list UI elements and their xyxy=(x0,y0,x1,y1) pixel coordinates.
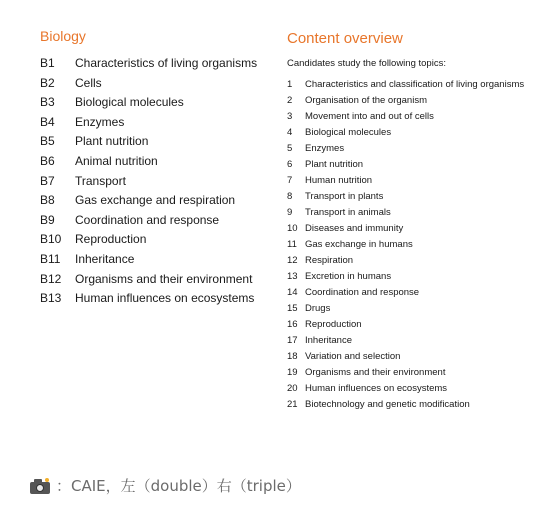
topic-row xyxy=(40,93,275,113)
topic-row xyxy=(287,333,555,349)
topic-label: Animal nutrition xyxy=(75,153,158,168)
topic-number: B2 xyxy=(40,75,55,90)
topic-number: B12 xyxy=(40,271,62,286)
right-topic-list xyxy=(287,77,555,413)
topic-number: 18 xyxy=(287,351,298,362)
topic-label: Organisms and their environment xyxy=(305,367,446,378)
topic-number: 19 xyxy=(287,367,298,378)
topic-row xyxy=(40,113,275,133)
topic-row xyxy=(287,221,555,237)
caption-text: ：CAIE，左（double）右（triple） xyxy=(56,477,301,495)
topic-number: 1 xyxy=(287,79,293,90)
topic-label: Gas exchange in humans xyxy=(305,239,413,250)
topic-row xyxy=(40,54,275,74)
topic-number: 7 xyxy=(287,175,293,186)
topic-row xyxy=(287,141,555,157)
topic-label: Plant nutrition xyxy=(305,159,364,170)
topic-row xyxy=(287,253,555,269)
topic-number: B8 xyxy=(40,193,55,208)
topic-row xyxy=(40,211,275,231)
topic-row xyxy=(287,397,555,413)
topic-label: Transport in plants xyxy=(305,191,384,202)
topic-number: 13 xyxy=(287,271,298,282)
topic-number: 12 xyxy=(287,255,298,266)
topic-row xyxy=(287,173,555,189)
topic-row xyxy=(40,74,275,94)
topic-number: B13 xyxy=(40,291,62,306)
topic-number: 20 xyxy=(287,383,298,394)
topic-row xyxy=(287,269,555,285)
topic-label: Human nutrition xyxy=(305,175,373,186)
topic-number: B9 xyxy=(40,212,55,227)
topic-number: 14 xyxy=(287,287,298,298)
topic-label: Human influences on ecosystems xyxy=(75,291,255,306)
topic-row xyxy=(287,349,555,365)
topic-row xyxy=(40,250,275,270)
camera-icon xyxy=(30,478,50,494)
topic-row xyxy=(40,289,275,309)
topic-label: Biological molecules xyxy=(75,95,184,110)
topic-label: Reproduction xyxy=(75,232,147,247)
topic-number: 10 xyxy=(287,223,298,234)
topic-row xyxy=(40,191,275,211)
topic-row xyxy=(287,237,555,253)
topic-row xyxy=(287,109,555,125)
topic-label: Gas exchange and respiration xyxy=(75,193,236,208)
topic-number: 15 xyxy=(287,303,298,314)
topic-row xyxy=(287,301,555,317)
topic-label: Reproduction xyxy=(305,319,362,330)
topic-row xyxy=(287,125,555,141)
topic-row xyxy=(287,365,555,381)
topic-row xyxy=(287,157,555,173)
topic-label: Coordination and response xyxy=(305,287,420,298)
topic-number: B1 xyxy=(40,56,55,70)
topic-number: B5 xyxy=(40,134,55,149)
topic-number: 2 xyxy=(287,95,293,106)
topic-number: B3 xyxy=(40,95,55,110)
topic-label: Biological molecules xyxy=(305,127,392,138)
topic-label: Enzymes xyxy=(75,114,125,129)
topic-row xyxy=(287,285,555,301)
triple-science-syllabus xyxy=(287,30,555,413)
topic-number: 8 xyxy=(287,191,293,202)
topic-label: Movement into and out of cells xyxy=(305,111,434,122)
topic-row xyxy=(287,93,555,109)
right-heading: Content overview xyxy=(287,30,403,47)
topic-row xyxy=(287,381,555,397)
topic-number: 17 xyxy=(287,335,298,346)
topic-number: B6 xyxy=(40,153,55,168)
topic-row xyxy=(287,205,555,221)
left-heading: Biology xyxy=(40,28,86,44)
topic-row xyxy=(40,152,275,172)
topic-label: Enzymes xyxy=(305,143,345,154)
topic-number: B11 xyxy=(40,251,61,266)
topic-number: 9 xyxy=(287,207,293,218)
topic-label: Inheritance xyxy=(305,335,353,346)
topic-label: Characteristics and classification of living organisms xyxy=(305,79,525,90)
topic-label: Characteristics of living organisms xyxy=(75,56,258,70)
topic-row xyxy=(287,77,555,93)
topic-row xyxy=(40,230,275,250)
topic-number: B4 xyxy=(40,114,55,129)
topic-label: Transport xyxy=(75,173,126,188)
topic-row xyxy=(40,172,275,192)
topic-number: 16 xyxy=(287,319,298,330)
topic-label: Excretion in humans xyxy=(305,271,392,282)
topic-label: Drugs xyxy=(305,303,331,314)
double-science-syllabus xyxy=(40,28,275,309)
topic-number: 6 xyxy=(287,159,293,170)
topic-label: Coordination and response xyxy=(75,212,220,227)
topic-number: 21 xyxy=(287,399,298,410)
topic-label: Transport in animals xyxy=(305,207,391,218)
topic-label: Diseases and immunity xyxy=(305,223,404,234)
topic-label: Organisation of the organism xyxy=(305,95,427,106)
topic-label: Variation and selection xyxy=(305,351,401,362)
topic-row xyxy=(40,270,275,290)
topic-number: 5 xyxy=(287,143,293,154)
intro-text: Candidates study the following topics: xyxy=(287,58,446,69)
image-caption xyxy=(30,475,301,496)
topic-row xyxy=(287,189,555,205)
topic-number: 4 xyxy=(287,127,293,138)
topic-number: 3 xyxy=(287,111,293,122)
topic-label: Inheritance xyxy=(75,251,135,266)
topic-label: Respiration xyxy=(305,255,354,266)
topic-row xyxy=(40,132,275,152)
topic-number: 11 xyxy=(287,239,297,250)
topic-label: Cells xyxy=(75,75,102,90)
topic-label: Organisms and their environment xyxy=(75,271,253,286)
left-topic-list xyxy=(40,54,275,309)
topic-number: B7 xyxy=(40,173,55,188)
topic-label: Human influences on ecosystems xyxy=(305,383,448,394)
topic-label: Biotechnology and genetic modification xyxy=(305,399,470,410)
topic-row xyxy=(287,317,555,333)
topic-label: Plant nutrition xyxy=(75,134,149,149)
topic-number: B10 xyxy=(40,232,62,247)
